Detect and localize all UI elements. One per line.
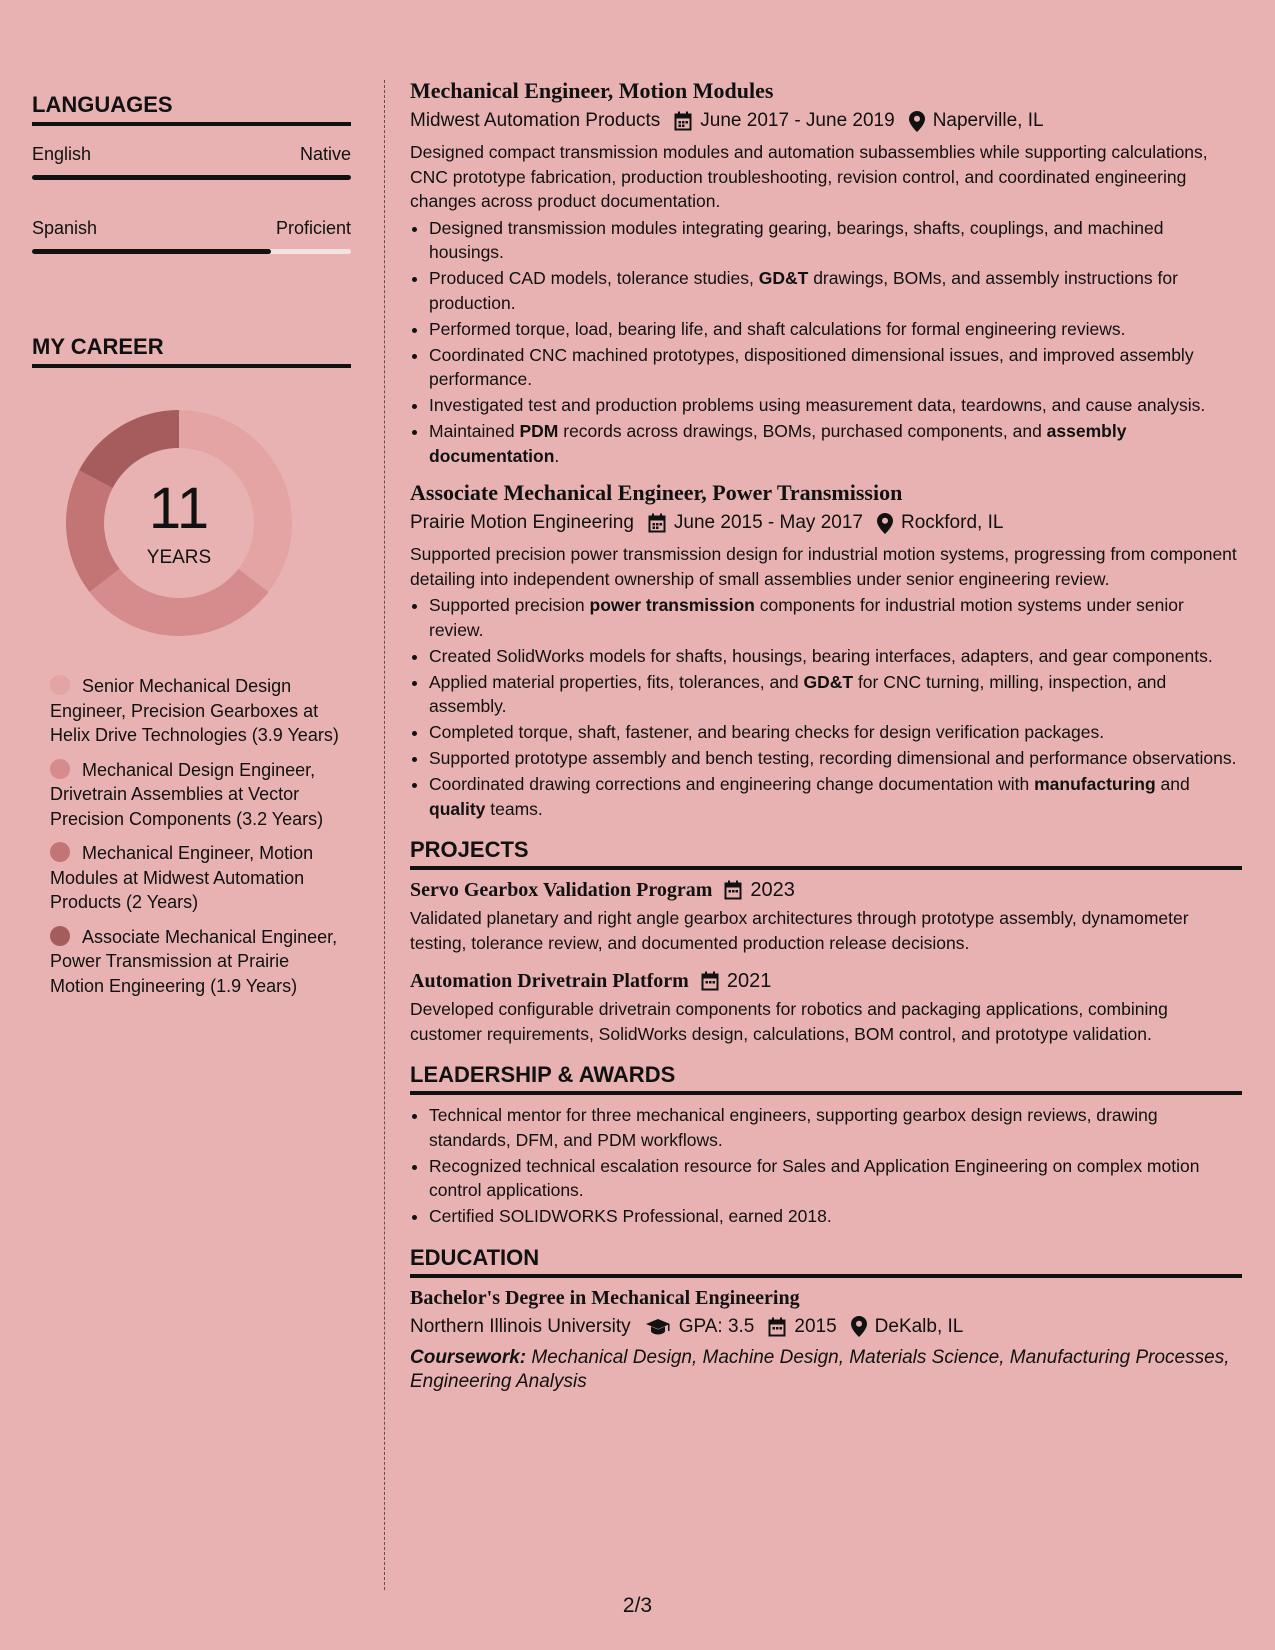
coursework-list: Mechanical Design, Machine Design, Materials Science, Manufacturing Processes, Engineering Analysis [410,1346,1230,1392]
location-pin-icon [909,111,925,132]
column-divider [384,80,385,1590]
language-level: Native [299,144,351,164]
job-bullet: • Supported precision power transmission components for industrial motion systems under senior review. [429,593,1242,642]
job-dates: June 2015 - May 2017 [673,512,863,533]
leadership-item: • Certified SOLIDWORKS Professional, earned 2018. [429,1204,1242,1229]
language-name: Spanish [32,218,98,238]
career-total-unit: YEARS [146,547,212,568]
language-proficiency-fill [32,175,351,180]
career-legend-text: Mechanical Design Engineer, Drivetrain Assemblies at Vector Precision Components (3.2 Years) [50,759,324,829]
calendar-icon [701,971,719,991]
job-company: Midwest Automation Products [410,110,661,131]
coursework-label: Coursework: [410,1346,527,1368]
calendar-icon [674,111,692,131]
job-bullet: • Created SolidWorks models for shafts, housings, bearing interfaces, adapters, and gear components. [429,644,1242,669]
sidebar [32,92,351,1008]
project-title: Automation Drivetrain Platform [410,970,689,992]
career-legend-text: Associate Mechanical Engineer, Power Transmission at Prairie Motion Engineering (1.9 Years) [50,926,338,996]
job-location: Naperville, IL [932,110,1044,131]
page-number: 2/3 [622,1594,653,1617]
job-location: Rockford, IL [900,512,1004,533]
calendar-icon [648,513,666,533]
career-legend-item [50,925,340,999]
education-location: DeKalb, IL [874,1315,964,1337]
language-name: English [32,144,92,164]
career-total-years: 11 [148,476,210,541]
job-bullet: • Applied material properties, fits, tolerances, and GD&T for CNC turning, milling, inspection, and assembly. [429,670,1242,719]
school-name: Northern Illinois University [410,1315,631,1337]
calendar-icon [768,1317,786,1337]
career-legend-item [50,674,340,748]
project-year: 2023 [750,879,795,901]
job-bullet: • Completed torque, shaft, fastener, and bearing checks for design verification packages. [429,720,1242,745]
career-legend-item [50,841,340,915]
language-level: Proficient [275,218,351,238]
project-entry [410,967,1242,1046]
language-proficiency-bar [32,175,351,180]
location-pin-icon [877,513,893,534]
job-bullet: • Designed transmission modules integrating gearing, bearings, shafts, couplings, and machined housings. [429,216,1242,265]
job-entry [410,478,1242,821]
legend-dot [50,926,70,946]
legend-dot [50,759,70,779]
career-donut-chart [64,408,294,638]
job-bullet: • Coordinated CNC machined prototypes, dispositioned dimensional issues, and improved assembly performance. [429,343,1242,392]
language-proficiency-fill [32,249,271,254]
job-company: Prairie Motion Engineering [410,512,634,533]
job-bullets [410,216,1242,469]
project-description: Developed configurable drivetrain components for robotics and packaging applications, combining customer requirements, SolidWorks design, calculations, BOM control, and prototype validation. [410,999,1168,1044]
career-legend-text: Senior Mechanical Design Engineer, Precision Gearboxes at Helix Drive Technologies (3.9 Years) [50,676,339,745]
language-item [32,144,351,180]
education-gpa: GPA: 3.5 [678,1315,755,1337]
coursework [410,1346,1242,1394]
languages-heading: LANGUAGES [32,92,351,126]
career-legend-text: Mechanical Engineer, Motion Modules at Midwest Automation Products (2 Years) [50,843,314,912]
career-heading: MY CAREER [32,334,351,368]
projects-heading: PROJECTS [410,837,1242,870]
education-heading: EDUCATION [410,1245,1242,1278]
language-proficiency-bar [32,249,351,254]
project-description: Validated planetary and right angle gearbox architectures through prototype assembly, dynamometer testing, tolerance review, and documented production release decisions. [410,908,1189,953]
calendar-icon [724,880,742,900]
job-bullet: • Investigated test and production problems using measurement data, teardowns, and cause analysis. [429,393,1242,418]
career-legend-item [50,758,340,832]
job-bullets [410,593,1242,821]
education-year: 2015 [794,1315,837,1337]
project-entry [410,876,1242,955]
job-summary: Designed compact transmission modules and automation subassemblies while supporting calculations, CNC prototype fabrication, production troubleshooting, revision control, and coordinated engineering changes across product documentation. [410,142,1208,211]
job-bullet: • Performed torque, load, bearing life, and shaft calculations for formal engineering reviews. [429,317,1242,342]
project-title: Servo Gearbox Validation Program [410,879,713,901]
job-summary: Supported precision power transmission design for industrial motion systems, progressing from component detailing into independent ownership of small assemblies under senior engineering review. [410,544,1237,589]
legend-dot [50,842,70,862]
education-entry [410,1284,1242,1394]
job-title: Associate Mechanical Engineer, Power Transmission [410,480,903,505]
legend-dot [50,675,70,695]
degree: Bachelor's Degree in Mechanical Engineering [410,1286,800,1309]
job-entry [410,76,1242,468]
language-item [32,218,351,254]
leadership-list [410,1103,1242,1229]
job-dates: June 2017 - June 2019 [700,110,895,131]
education-meta [410,1314,1242,1340]
job-bullet: • Maintained PDM records across drawings, BOMs, purchased components, and assembly documentation. [429,419,1242,468]
job-meta [410,510,1242,536]
job-bullet: • Coordinated drawing corrections and engineering change documentation with manufacturing and quality teams. [429,772,1242,821]
main-column [410,76,1242,1394]
job-meta [410,108,1242,134]
location-pin-icon [851,1316,867,1337]
job-bullet: • Produced CAD models, tolerance studies, GD&T drawings, BOMs, and assembly instructions for production. [429,266,1242,315]
leadership-heading: LEADERSHIP & AWARDS [410,1062,1242,1095]
graduation-cap-icon [645,1318,671,1336]
job-bullet: • Supported prototype assembly and bench testing, recording dimensional and performance observations. [429,746,1242,771]
job-title: Mechanical Engineer, Motion Modules [410,78,774,103]
career-legend [50,674,340,998]
leadership-item: • Technical mentor for three mechanical engineers, supporting gearbox design reviews, drawing standards, DFM, and PDM workflows. [429,1103,1242,1152]
project-year: 2021 [726,970,772,992]
leadership-item: • Recognized technical escalation resource for Sales and Application Engineering on complex motion control applications. [429,1154,1242,1203]
